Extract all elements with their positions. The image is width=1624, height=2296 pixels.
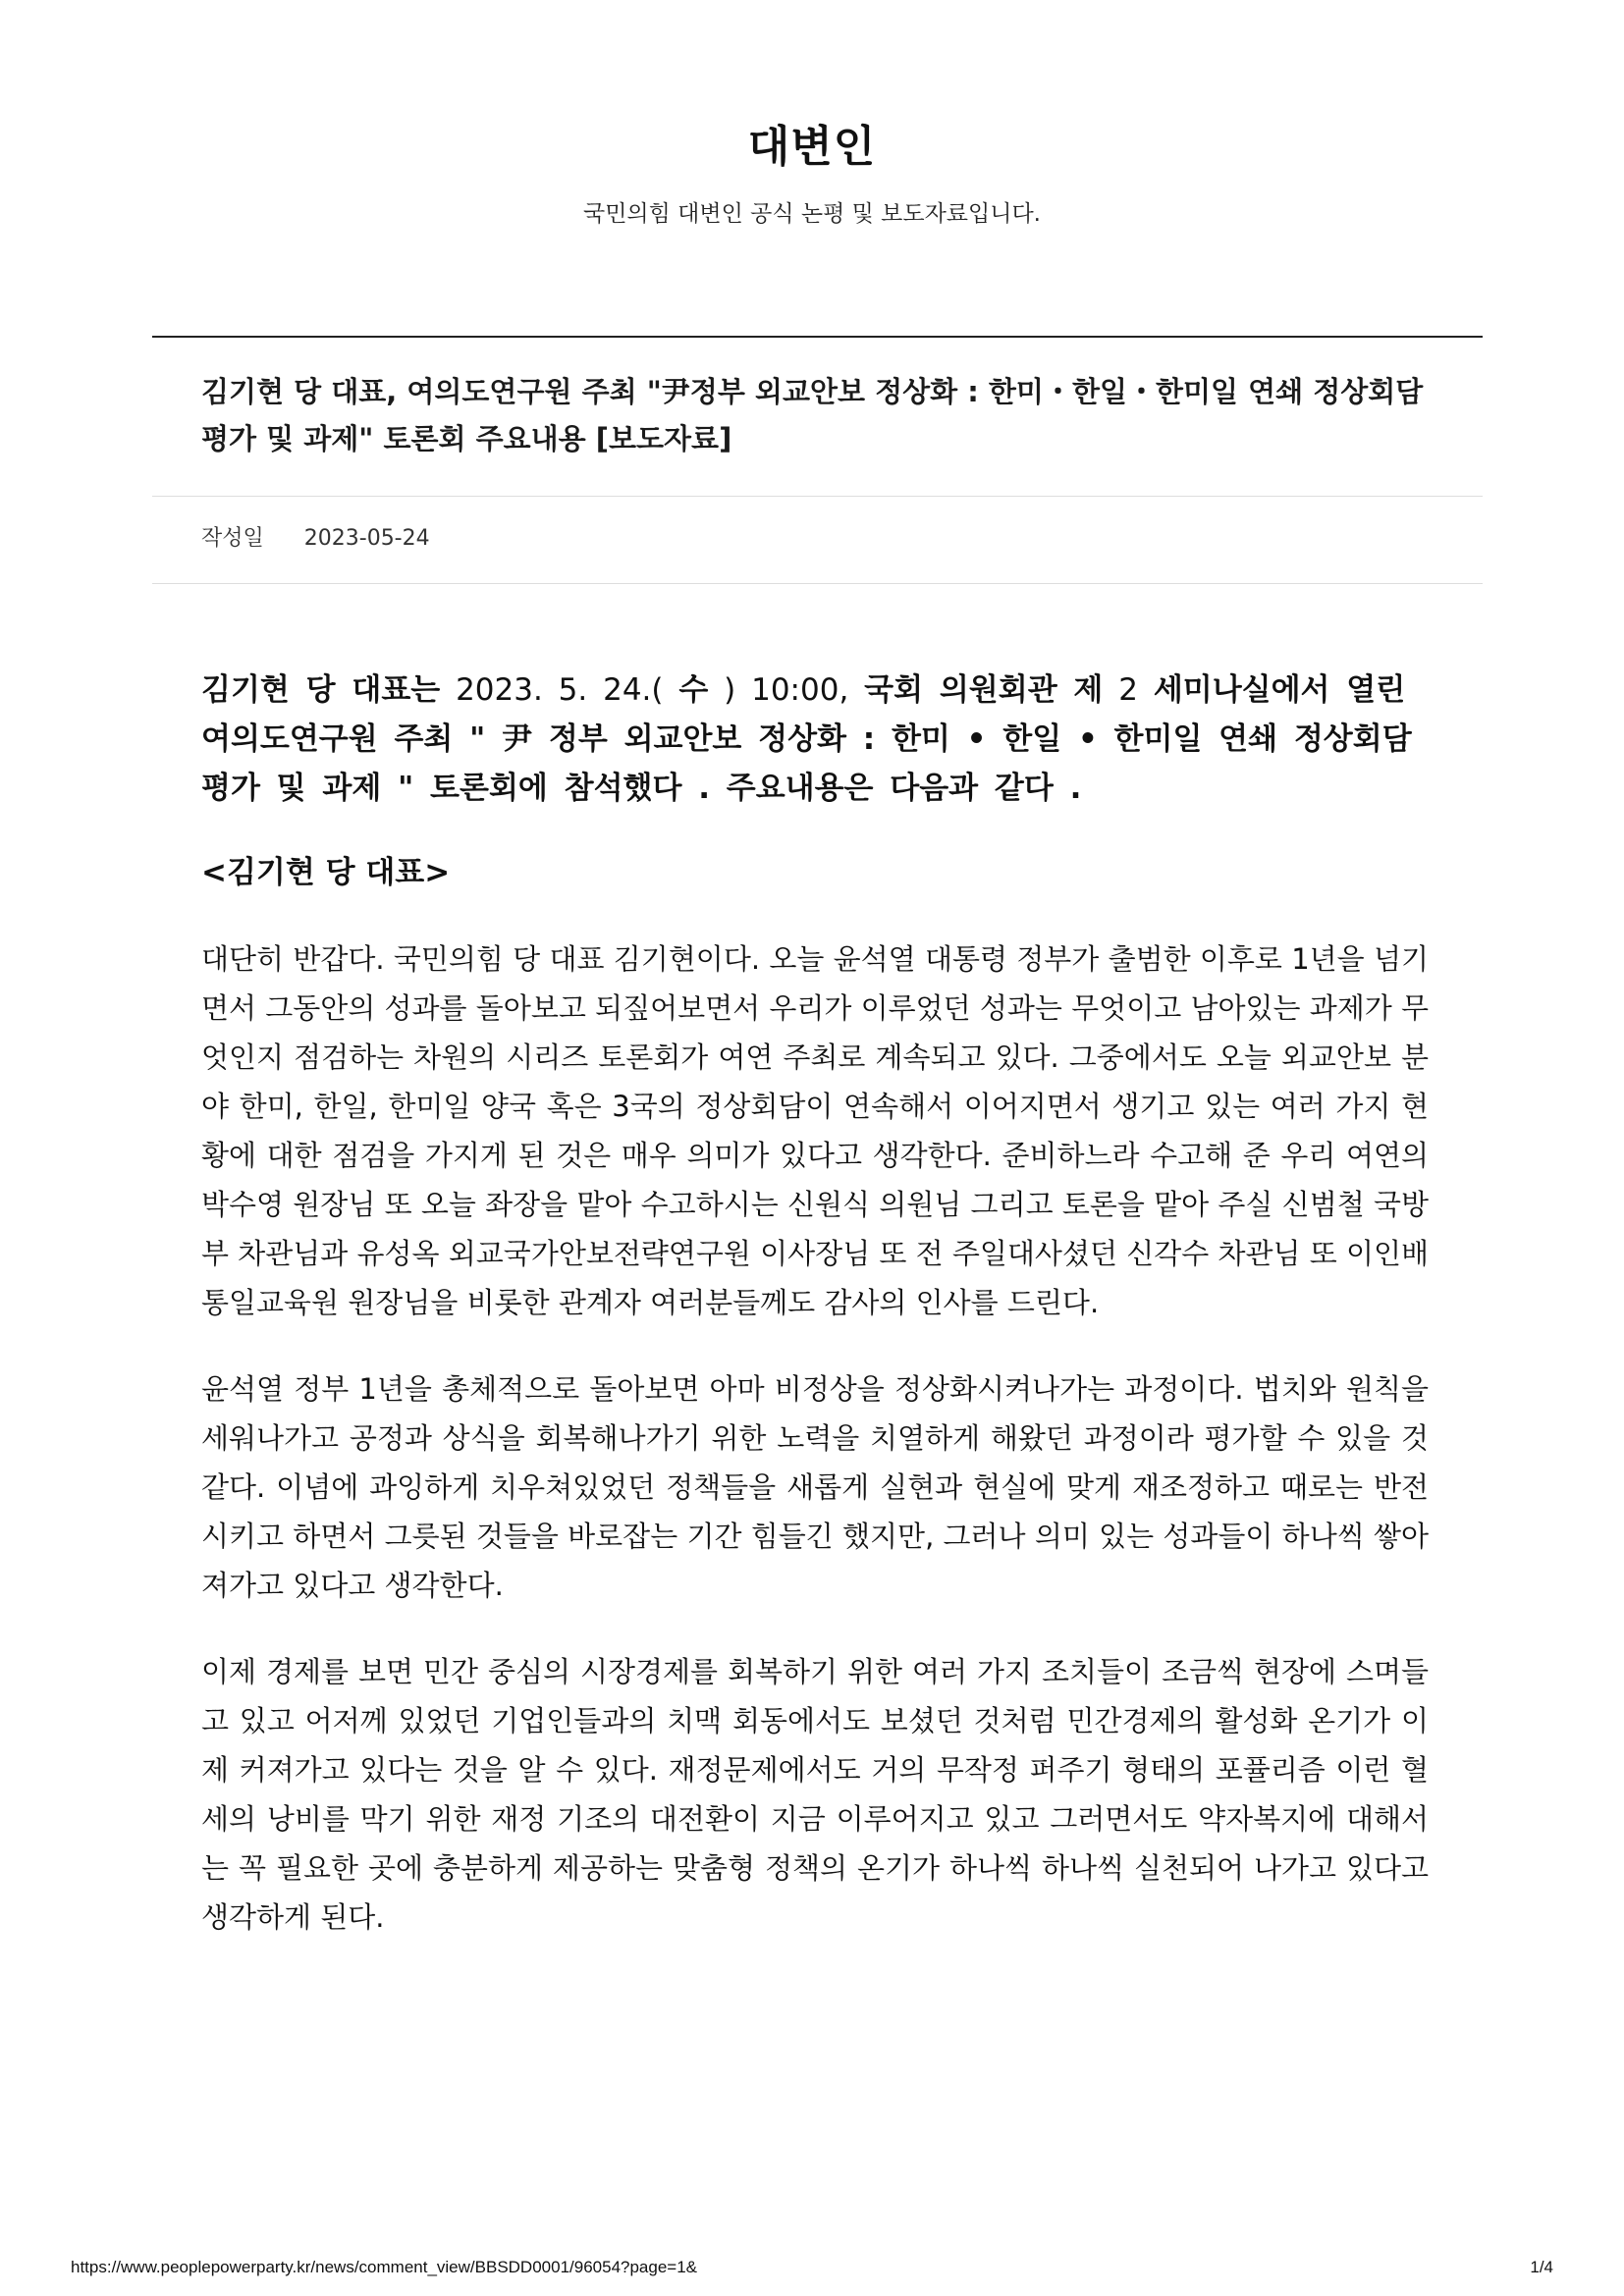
lead-part: 2 xyxy=(1103,672,1154,708)
lead-part: 수 xyxy=(678,672,709,708)
footer-url: https://www.peoplepowerparty.kr/news/comment_view/BBSDD0001/96054?page=1& xyxy=(71,2258,698,2276)
site-header xyxy=(0,118,1624,230)
article-title: 김기현 당 대표, 여의도연구원 주최 "尹정부 외교안보 정상화 : 한미・한일・한미일 연쇄 정상회담 평가 및 과제" 토론회 주요내용 [보도자료] xyxy=(201,375,1424,455)
meta-divider xyxy=(152,583,1483,584)
date-label: 작성일 xyxy=(201,526,264,551)
body-paragraph: 윤석열 정부 1년을 총체적으로 돌아보면 아마 비정상을 정상화시켜나가는 과정이다. 법치와 원칙을 세워나가고 공정과 상식을 회복해나가기 위한 노력을 치열하게 해왔던 과정이라 평가할 수 있을 것 같다. 이념에 과잉하게 치우쳐있었던 정책들을 새롭게 실현과 현실에 맞게 재조정하고 때로는 반전시키고 하면서 그릇된 것들을 바로잡는 기간 힘들긴 했지만, 그러나 의미 있는 성과들이 하나씩 쌓아져가고 있다고 생각한다. xyxy=(201,1372,1429,1602)
article-body xyxy=(201,666,1429,1942)
lead-part: 국회 의원회관 제 xyxy=(864,672,1104,708)
lead-part: ) 10:00, xyxy=(708,672,865,708)
title-divider xyxy=(152,496,1483,497)
lead-part: 김기현 당 대표는 xyxy=(201,672,441,708)
lead-paragraph xyxy=(201,666,1429,813)
body-paragraph: 이제 경제를 보면 민간 중심의 시장경제를 회복하기 위한 여러 가지 조치들이 조금씩 현장에 스며들고 있고 어저께 있었던 기업인들과의 치맥 회동에서도 보셨던 것처럼 민간경제의 활성화 온기가 이제 커져가고 있다는 것을 알 수 있다. 재정문제에서도 거의 무작정 퍼주기 형태의 포퓰리즘 이런 혈세의 낭비를 막기 위한 재정 기조의 대전환이 지금 이루어지고 있고 그러면서도 약자복지에 대해서는 꼭 필요한 곳에 충분하게 제공하는 맞춤형 정책의 온기가 하나씩 하나씩 실천되어 나가고 있다고 생각하게 된다. xyxy=(201,1655,1429,1934)
lead-part: 2023. 5. 24.( xyxy=(440,672,679,708)
page-subtitle: 국민의힘 대변인 공식 논평 및 보도자료입니다. xyxy=(582,201,1041,227)
body-paragraph: 대단히 반갑다. 국민의힘 당 대표 김기현이다. 오늘 윤석열 대통령 정부가 출범한 이후로 1년을 넘기면서 그동안의 성과를 돌아보고 되짚어보면서 우리가 이루었던 성과는 무엇이고 남아있는 과제가 무엇인지 점검하는 차원의 시리즈 토론회가 여연 주최로 계속되고 있다. 그중에서도 오늘 외교안보 분야 한미, 한일, 한미일 양국 혹은 3국의 정상회담이 연속해서 이어지면서 생기고 있는 여러 가지 현황에 대한 점검을 가지게 된 것은 매우 의미가 있다고 생각한다. 준비하느라 수고해 준 우리 여연의 박수영 원장님 또 오늘 좌장을 맡아 수고하시는 신원식 의원님 그리고 토론을 맡아 주실 신범철 국방부 차관님과 유성옥 외교국가안보전략연구원 이사장님 또 전 주일대사셨던 신각수 차관님 또 이인배 통일교육원 원장님을 비롯한 관계자 여러분들께도 감사의 인사를 드린다. xyxy=(201,942,1429,1319)
page-number: 1/4 xyxy=(1530,2258,1553,2276)
lead-part: 세미나실에서 열린 여의도연구원 주최 " 尹 정부 외교안보 정상화 : 한미 • 한일 • 한미일 연쇄 정상회담 평가 및 과제 " 토론회에 참석했다 . 주요내용은 다음과 같다 . xyxy=(201,672,1412,806)
page-title: 대변인 xyxy=(747,122,877,172)
article-meta xyxy=(201,524,430,554)
date-value: 2023-05-24 xyxy=(303,526,430,551)
section-heading: <김기현 당 대표> xyxy=(201,855,451,890)
header-divider xyxy=(152,336,1483,338)
